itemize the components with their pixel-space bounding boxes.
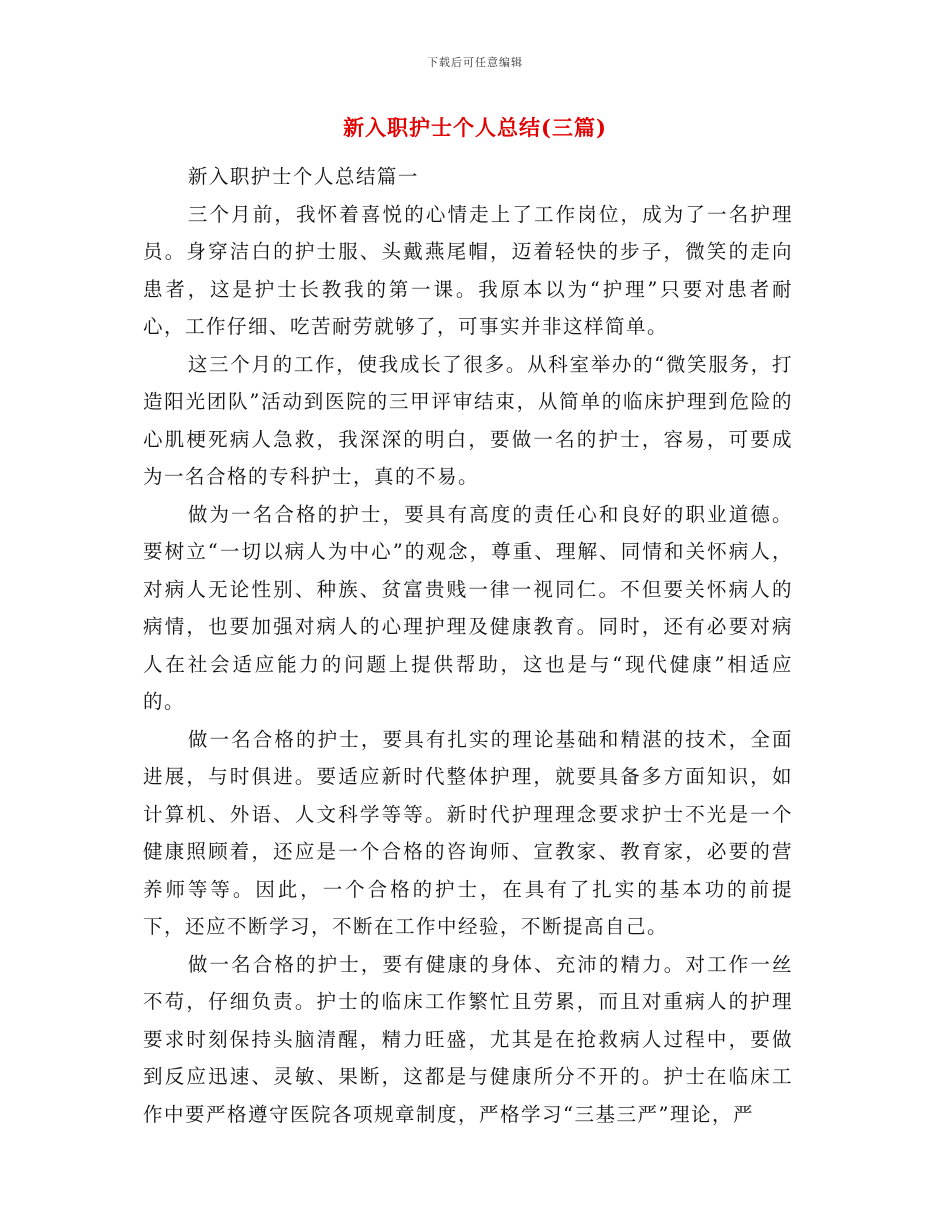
paragraph-1: 三个月前，我怀着喜悦的心情走上了工作岗位，成为了一名护理员。身穿洁白的护士服、头戴燕尾帽，迈着轻快的步子，微笑的走向患者，这是护士长教我的第一课。我原本以为“护理”只要对患者耐心，工作仔细、吃苦耐劳就够了，可事实并非这样简单。 [143,202,793,338]
paragraph-3: 做为一名合格的护士，要具有高度的责任心和良好的职业道德。要树立“一切以病人为中心”的观念，尊重、理解、同情和关怀病人，对病人无论性别、种族、贫富贵贱一律一视同仁。不但要关怀病人的病情，也要加强对病人的心理护理及健康教育。同时，还有必要对病人在社会适应能力的问题上提供帮助，这也是与“现代健康”相适应的。 [143,502,793,713]
document-body [143,158,793,1133]
paragraph-5: 做一名合格的护士，要有健康的身体、充沛的精力。对工作一丝不苟，仔细负责。护士的临床工作繁忙且劳累，而且对重病人的护理要求时刻保持头脑清醒，精力旺盛，尤其是在抢救病人过程中，要做到反应迅速、灵敏、果断，这都是与健康所分不开的。护士在临床工作中要严格遵守医院各项规章制度，严格学习“三基三严”理论，严 [143,952,793,1126]
header-note: 下载后可任意编辑 [427,56,523,69]
document-title: 新入职护士个人总结(三篇) [343,115,607,140]
section-subtitle: 新入职护士个人总结篇一 [187,165,419,188]
paragraph-4: 做一名合格的护士，要具有扎实的理论基础和精湛的技术，全面进展，与时俱进。要适应新时代整体护理，就要具备多方面知识，如计算机、外语、人文科学等等。新时代护理理念要求护士不光是一个健康照顾着，还应是一个合格的咨询师、宣教家、教育家，必要的营养师等等。因此，一个合格的护士，在具有了扎实的基本功的前提下，还应不断学习，不断在工作中经验，不断提高自己。 [143,727,793,938]
paragraph-2: 这三个月的工作，使我成长了很多。从科室举办的“微笑服务，打造阳光团队”活动到医院的三甲评审结束，从简单的临床护理到危险的心肌梗死病人急救，我深深的明白，要做一名的护士，容易，可要成为一名合格的专科护士，真的不易。 [143,352,793,488]
